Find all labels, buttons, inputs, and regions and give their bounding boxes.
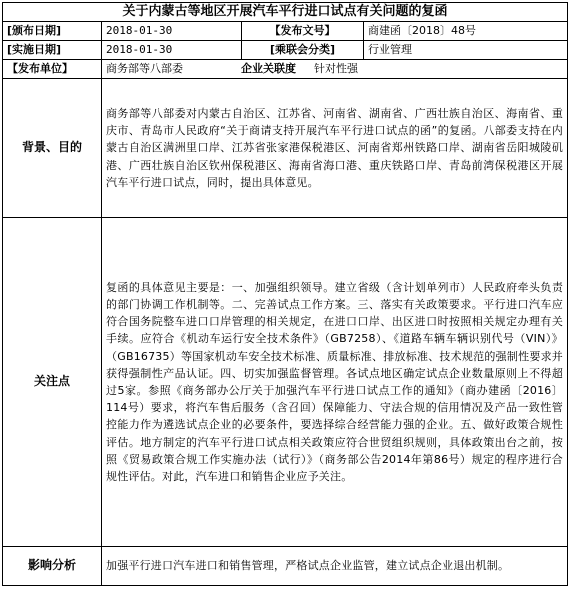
document-title: 关于内蒙古等地区开展汽车平行进口试点有关问题的复函 xyxy=(3,3,568,22)
background-text: 商务部等八部委对内蒙古自治区、江苏省、河南省、湖南省、广西壮族自治区、海南省、重庆市、青岛市人民政府“关于商请支持开展汽车平行进口试点的函”的复函。八部委支持在内蒙古自治区满洲里口岸、江苏省张家港保税港区、河南省郑州铁路口岸、湖南省岳阳城陵矶港、广西壮族自治区钦州保税港区、海南省海口港、重庆铁路口岸、青岛前湾保税港区开展汽车平行进口试点，同时，提出具体意见。 xyxy=(102,79,568,218)
effective-date-value: 2018-01-30 xyxy=(102,41,242,60)
impact-label: 影响分析 xyxy=(3,547,102,586)
issue-date-value: 2018-01-30 xyxy=(102,22,242,41)
title-row xyxy=(3,3,568,22)
issue-date-row xyxy=(3,22,568,41)
relevance-value: 针对性强 xyxy=(314,62,358,75)
publisher-row xyxy=(3,60,568,79)
focus-label: 关注点 xyxy=(3,218,102,547)
focus-row xyxy=(3,218,568,547)
impact-row xyxy=(3,547,568,586)
publisher-cell xyxy=(102,60,568,79)
impact-text: 加强平行进口汽车进口和销售管理，严格试点企业监管，建立试点企业退出机制。 xyxy=(102,547,568,586)
doc-number-label: 【发布文号】 xyxy=(242,22,364,41)
publisher-label: 【发布单位】 xyxy=(3,60,102,79)
background-row xyxy=(3,79,568,218)
policy-document-sheet xyxy=(2,2,567,586)
publisher-value: 商务部等八部委 xyxy=(106,62,183,75)
category-value: 行业管理 xyxy=(364,41,568,60)
effective-date-row xyxy=(3,41,568,60)
doc-number-value: 商建函〔2018〕48号 xyxy=(364,22,568,41)
policy-summary-table xyxy=(2,2,568,586)
issue-date-label: [颁布日期] xyxy=(3,22,102,41)
background-label: 背景、目的 xyxy=(3,79,102,218)
relevance-label: 企业关联度 xyxy=(241,62,296,75)
category-label: [乘联会分类] xyxy=(242,41,364,60)
focus-text: 复函的具体意见主要是：一、加强组织领导。建立省级（含计划单列市）人民政府牵头负责的部门协调工作机制等。二、完善试点工作方案。三、落实有关政策要求。平行进口汽车应符合国务院整车进口口岸管理的相关规定，在进口口岸、出区进口时按照相关规定办理有关手续。应符合《机动车运行安全技术条件》（GB7258）、《道路车辆车辆识别代号（VIN）》（GB16735）等国家机动车安全技术标准、质量标准、排放标准、技术规范的强制性要求并获得强制性产品认证。四、切实加强监督管理。各试点地区确定试点企业数量原则上不得超过5家。参照《商务部办公厅关于加强汽车平行进口试点工作的通知》（商办建函〔2016〕114号）要求，将汽车售后服务（含召回）保障能力、守法合规的信用情况及产品一致性管控能力作为遴选试点企业的必要条件，要选择综合经营能力强的企业。五、做好政策合规性评估。地方制定的汽车平行进口试点相关政策应符合世贸组织规则，具体政策出台之前，按照《贸易政策合规工作实施办法（试行）》（商务部公告2014年第86号）规定的程序进行合规性评估。对此，汽车进口和销售企业应予关注。 xyxy=(102,218,568,547)
effective-date-label: [实施日期] xyxy=(3,41,102,60)
